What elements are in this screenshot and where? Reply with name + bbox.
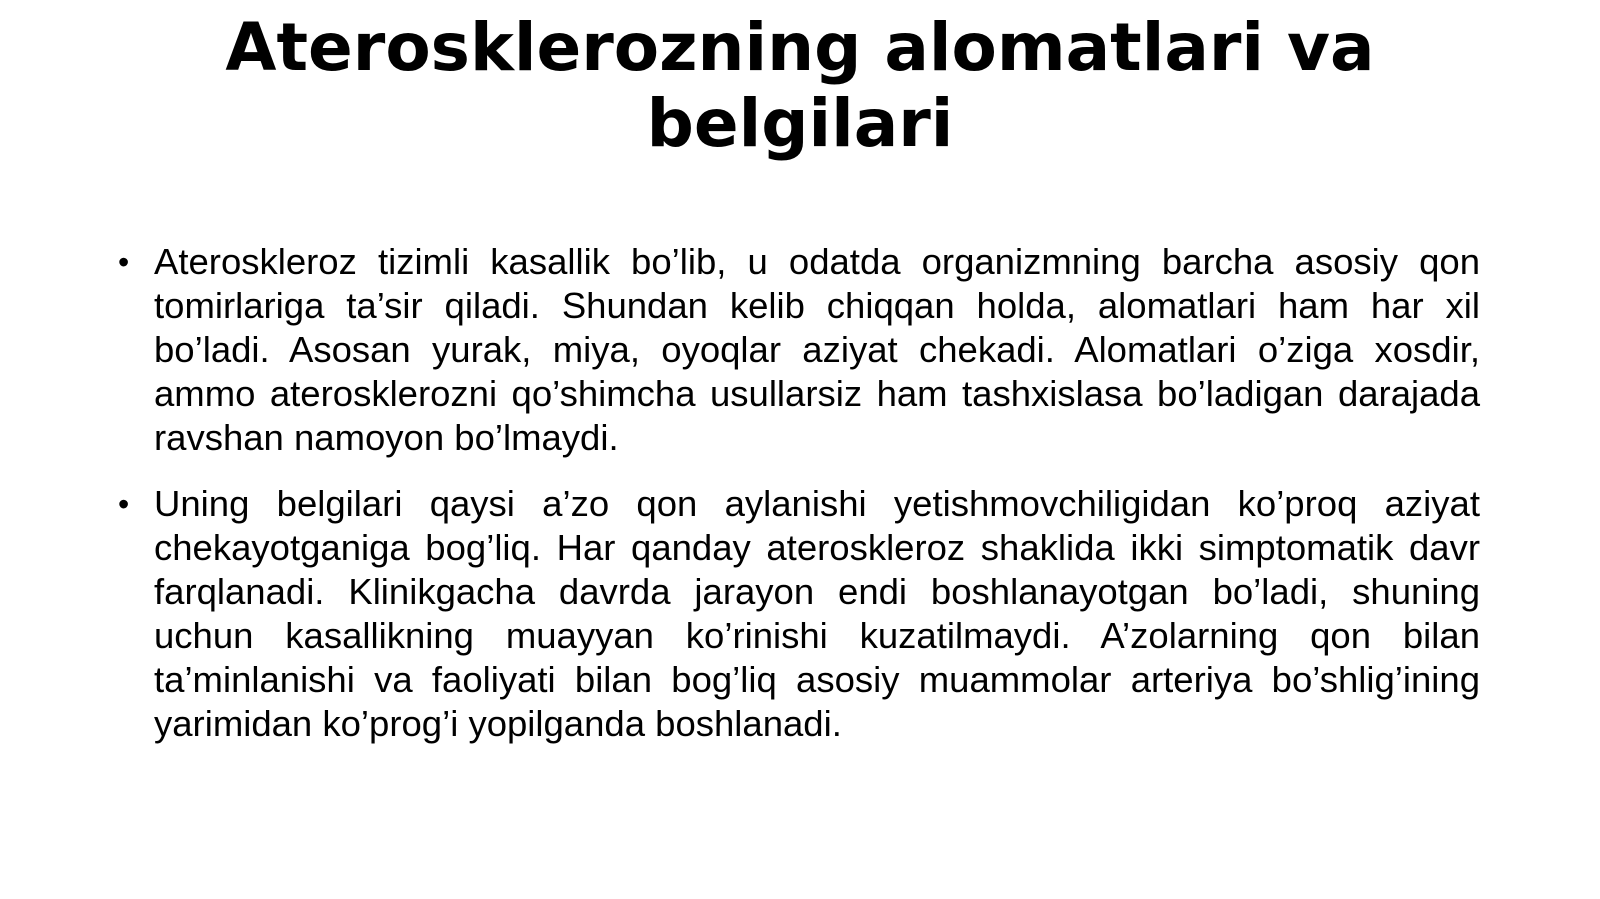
bullet-text: Uning belgilari qaysi a’zo qon aylanishi yetishmovchiligidan ko’proq aziyat chekayotganiga bog’liq. Har qanday ateroskleroz shaklida ikki simptomatik davr farqlanadi. Klinikgacha davrda jarayon endi boshlanayotgan bo’ladi, shuning uchun kasallikning muayyan ko’rinishi kuzatilmaydi. A’zolarning qon bilan ta’minlanishi va faoliyati bilan bog’liq asosiy muammolar arteriya bo’shlig’ining yarimidan ko’prog’i yopilganda boshlanadi. <box>154 483 1480 744</box>
bullet-marker: • <box>118 486 130 522</box>
bullet-item <box>118 482 1480 746</box>
slide-title: Aterosklerozning alomatlari va belgilari <box>225 9 1375 162</box>
bullet-item <box>118 240 1480 460</box>
bullet-list <box>118 240 1480 768</box>
bullet-text: Ateroskleroz tizimli kasallik bo’lib, u odatda organizmning barcha asosiy qon tomirlariga ta’sir qiladi. Shundan kelib chiqqan holda, alomatlari ham har xil bo’ladi. Asosan yurak, miya, oyoqlar aziyat chekadi. Alomatlari o’ziga xosdir, ammo aterosklerozni qo’shimcha usullarsiz ham tashxislasa bo’ladigan darajada ravshan namoyon bo’lmaydi. <box>154 241 1480 458</box>
bullet-marker: • <box>118 244 130 280</box>
